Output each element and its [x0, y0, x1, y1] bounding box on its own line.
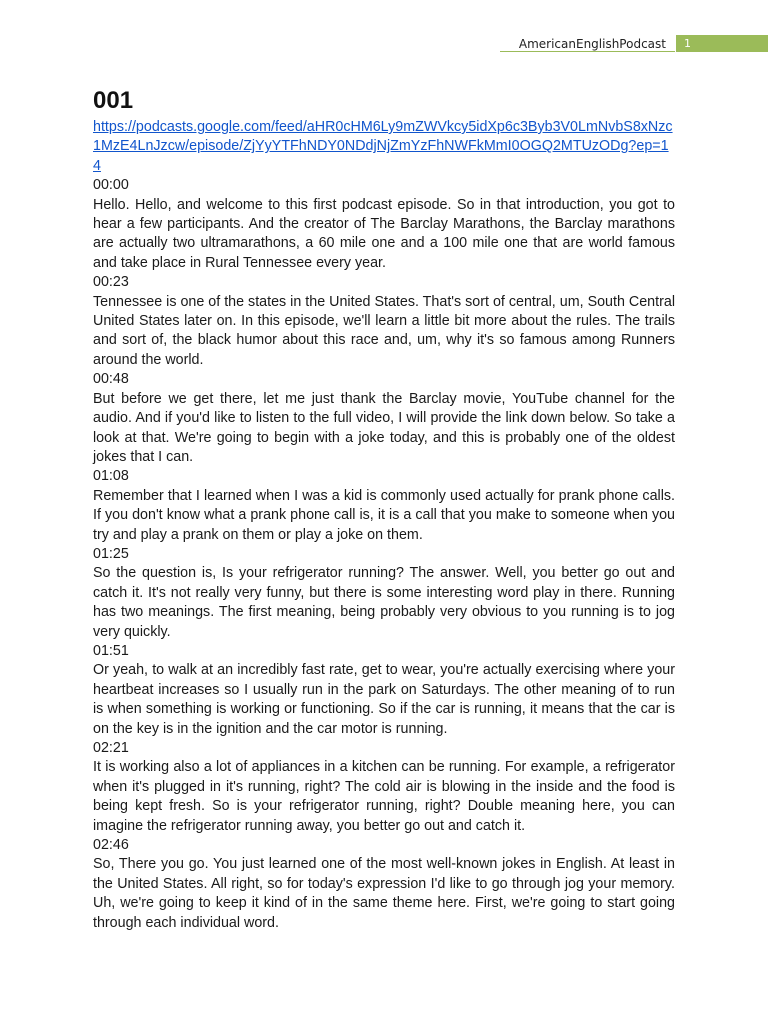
segment-text: Hello. Hello, and welcome to this first podcast episode. So in that introduction, you got to hear a few participants. And the creator of The Barclay Marathons, the Barclay marathons are actually two ultramarathons, a 60 mile one and a 100 mile one that are world famous and take place in Rural Tennessee every year. [93, 196, 675, 271]
segment-timestamp: 01:51 [93, 642, 129, 659]
segment-text: Or yeah, to walk at an incredibly fast rate, get to wear, you're actually exercising where your heartbeat increases so I usually run in the park on Saturdays. The other meaning of to run is when something is working or functioning. So if the car is running, it means that the car is on the key is in the ignition and the car motor is running. [93, 662, 675, 737]
segment-text: Remember that I learned when I was a kid is commonly used actually for prank phone calls. If you don't know what a prank phone call is, it is a call that you make to someone when you try and play a prank on them or play a joke on them. [93, 487, 675, 543]
segment-text: So, There you go. You just learned one of the most well-known jokes in English. At least in the United States. All right, so for today's expression I'd like to go through jog your memory. Uh, we're going to keep it kind of in the same theme here. First, we're going to start going through each individual word. [93, 856, 675, 931]
document-title: 001 [93, 87, 134, 114]
transcript-segment [93, 739, 675, 836]
transcript-segment [93, 273, 675, 370]
transcript-segment [93, 370, 675, 467]
transcript-segment [93, 642, 675, 739]
segment-text: So the question is, Is your refrigerator running? The answer. Well, you better go out and catch it. It's not really very funny, but there is some interesting word play in there. Running has two meanings. The first meaning, being probably very obvious to you running is to jog very quickly. [93, 565, 675, 640]
header-rule [500, 51, 675, 52]
segment-timestamp: 00:00 [93, 177, 129, 194]
segment-timestamp: 00:48 [93, 371, 129, 388]
transcript-segment [93, 836, 675, 933]
segment-timestamp: 00:23 [93, 274, 129, 291]
header-title: AmericanEnglishPodcast [518, 37, 666, 51]
document-body [93, 84, 675, 933]
segment-text: It is working also a lot of appliances in a kitchen can be running. For example, a refrigerator when it's plugged in it's running, right? The cold air is blowing in the inside and the food is being kept fresh. So is your refrigerator running, right? Double meaning here, you can imagine the refrigerator running away, you better go out and catch it. [93, 759, 675, 834]
podcast-link[interactable]: https://podcasts.google.com/feed/aHR0cHM6Ly9mZWVkcy5idXp6c3Byb3V0LmNvbS8xNzc1MzE4LnJzcw/episode/ZjYyYTFhNDY0NDdjNjZmYzFhNWFkMmI0OGQ2MTUzODg?ep=14 [93, 119, 673, 174]
segment-timestamp: 02:21 [93, 740, 129, 756]
page-header [0, 35, 768, 53]
segment-timestamp: 02:46 [93, 837, 129, 854]
segment-timestamp: 01:08 [93, 468, 129, 485]
segment-timestamp: 01:25 [93, 545, 129, 562]
page-number: 1 [684, 37, 691, 50]
transcript-segment [93, 176, 675, 273]
transcript-segment [93, 545, 675, 642]
segment-text: Tennessee is one of the states in the United States. That's sort of central, um, South Central United States later on. In this episode, we'll learn a little bit more about the rules. The trails and sort of, the black humor about this race and, um, why it's so famous among Runners around the world. [93, 293, 675, 368]
segment-text: But before we get there, let me just thank the Barclay movie, YouTube channel for the audio. And if you'd like to listen to the full video, I will provide the link down below. So take a look at that. We're going to begin with a joke today, and this is probably one of the oldest jokes that I can. [93, 390, 675, 465]
transcript-segment [93, 467, 675, 545]
